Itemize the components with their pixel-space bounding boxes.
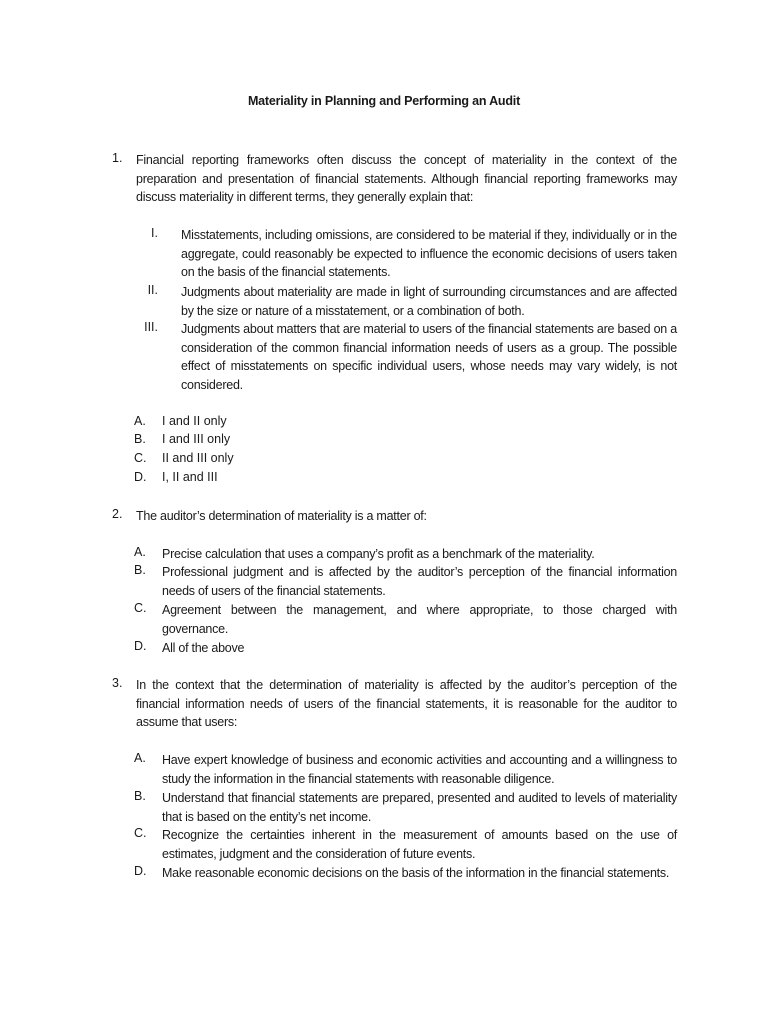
question-number: 1. — [112, 151, 123, 165]
option-text: I and III only — [162, 432, 231, 446]
option-letter: D. — [134, 639, 147, 653]
option-text: Precise calculation that uses a company’s profit as a benchmark of the materiality. — [162, 547, 595, 561]
option-letter: B. — [134, 563, 146, 577]
option-text: Make reasonable economic decisions on the basis of the information in the financial statements. — [162, 866, 670, 880]
statement-text: Judgments about materiality are made in light of surrounding circumstances and are affected by the size or nature of a misstatement, or a combination of both. — [181, 285, 677, 318]
option-text: Agreement between the management, and where appropriate, to those charged with governance. — [162, 603, 677, 636]
option-letter: D. — [134, 470, 147, 484]
option-letter: B. — [134, 789, 146, 803]
option-text: I, II and III — [162, 470, 218, 484]
question-text: The auditor’s determination of materiality is a matter of: — [136, 509, 427, 523]
option-text: Understand that financial statements are prepared, presented and audited to levels of materiality that is based on the entity’s net income. — [162, 791, 677, 824]
question-number: 2. — [112, 507, 123, 521]
option-text: Have expert knowledge of business and economic activities and accounting and a willingness to study the information in the financial statements with reasonable diligence. — [162, 753, 677, 786]
option-letter: A. — [134, 545, 146, 559]
page-title: Materiality in Planning and Performing an Audit — [247, 94, 521, 108]
statement-text: Misstatements, including omissions, are considered to be material if they, individually or in the aggregate, could reasonably be expected to influence the economic decisions of users taken on the basis of the financial statements. — [181, 228, 677, 280]
question-text: Financial reporting frameworks often discuss the concept of materiality in the context of the preparation and presentation of financial statements. Although financial reporting frameworks may discuss materiality in different terms, they generally explain that: — [136, 153, 677, 205]
option-letter: D. — [134, 864, 147, 878]
question-number: 3. — [112, 676, 123, 690]
option-letter: A. — [134, 414, 146, 428]
option-letter: B. — [134, 432, 146, 446]
statement-numeral: III. — [144, 320, 158, 334]
option-text: Recognize the certainties inherent in the measurement of amounts based on the use of estimates, judgment and the consideration of future events. — [162, 828, 677, 861]
statement-text: Judgments about matters that are material to users of the financial statements are based on a consideration of the common financial information needs of users as a group. The possible effect of misstatements on specific individual users, whose needs may vary widely, is not considered. — [181, 322, 677, 393]
option-letter: A. — [134, 751, 146, 765]
option-text: Professional judgment and is affected by the auditor’s perception of the financial information needs of users of the financial statements. — [162, 565, 677, 598]
statement-numeral: II. — [147, 283, 158, 297]
statement-numeral: I. — [151, 226, 158, 240]
option-letter: C. — [134, 601, 147, 615]
option-letter: C. — [134, 451, 147, 465]
option-text: I and II only — [162, 414, 227, 428]
option-text: All of the above — [162, 641, 245, 655]
option-letter: C. — [134, 826, 147, 840]
question-text: In the context that the determination of materiality is affected by the auditor’s perception of the financial information needs of users of the financial statements, it is reasonable for the auditor to assume that users: — [136, 678, 677, 730]
option-text: II and III only — [162, 451, 234, 465]
